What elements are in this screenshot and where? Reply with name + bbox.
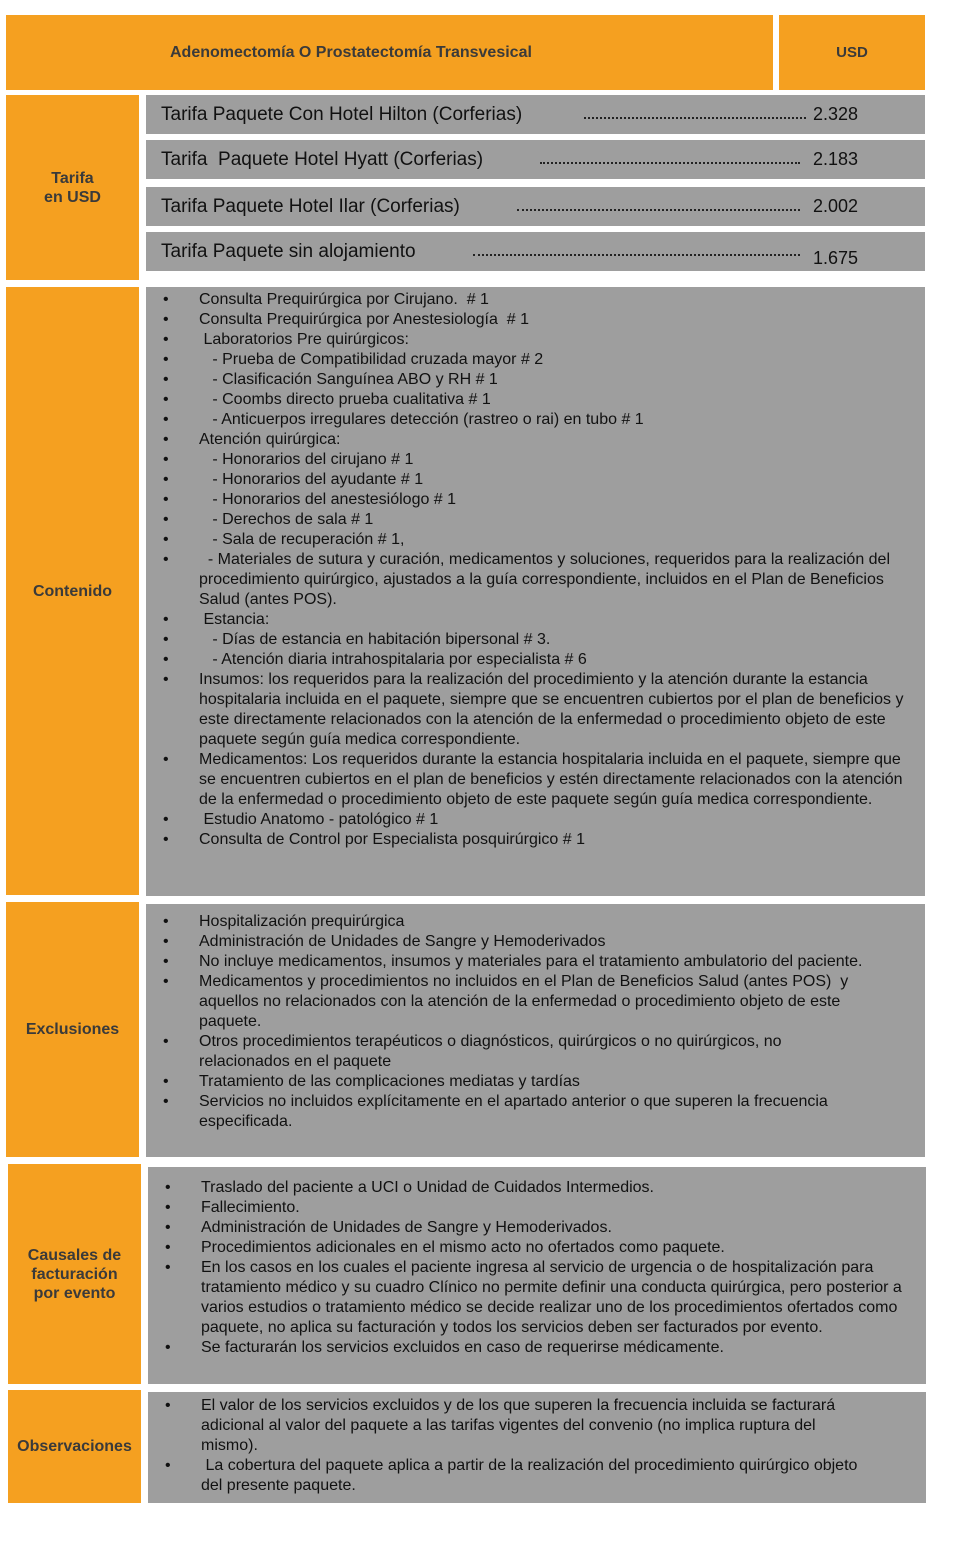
contenido-label: Contenido <box>32 582 113 600</box>
contenido-list <box>146 290 921 850</box>
list-item: • Medicamentos: Los requeridos durante la estancia hospitalaria incluida en el paquete, siempre que se encuentren cubiertos en el plan de beneficios y estén directamente relacionados con la atención de la enfermedad o procedimiento objeto de este paquete según guía medica correspondiente. <box>146 750 921 810</box>
tarifa-row-price: 2.328 <box>813 104 859 124</box>
dotted-leader <box>540 162 800 164</box>
list-item: • Atención quirúrgica: <box>146 430 921 450</box>
list-item: • - Coombs directo prueba cualitativa # 1 <box>146 390 921 410</box>
list-item: • Traslado del paciente a UCI o Unidad de Cuidados Intermedios. <box>148 1178 913 1198</box>
list-item: • Otros procedimientos terapéuticos o diagnósticos, quirúrgicos o no quirúrgicos, no relacionados en el paquete <box>146 1032 866 1072</box>
contenido-label-cell <box>6 287 139 895</box>
list-item: • El valor de los servicios excluidos y de los que superen la frecuencia incluida se facturará adicional al valor del paquete a las tarifas vigentes del convenio (no implica ruptura del mismo). <box>148 1396 873 1456</box>
list-item: • - Días de estancia en habitación bipersonal # 3. <box>146 630 921 650</box>
list-item: • - Prueba de Compatibilidad cruzada mayor # 2 <box>146 350 921 370</box>
list-item: • Laboratorios Pre quirúrgicos: <box>146 330 921 350</box>
exclusiones-label: Exclusiones <box>25 1021 120 1038</box>
list-item: • - Derechos de sala # 1 <box>146 510 921 530</box>
list-item: • - Honorarios del cirujano # 1 <box>146 450 921 470</box>
list-item: • Hospitalización prequirúrgica <box>146 912 866 932</box>
contenido-panel <box>146 287 925 896</box>
list-item: • Administración de Unidades de Sangre y Hemoderivados. <box>148 1218 913 1238</box>
tarifa-row-price: 1.675 <box>813 248 859 268</box>
list-item: • Administración de Unidades de Sangre y Hemoderivados <box>146 932 866 952</box>
list-item: • - Honorarios del anestesiólogo # 1 <box>146 490 921 510</box>
procedure-title: Adenomectomía O Prostatectomía Transvesical <box>170 43 532 61</box>
tarifa-row <box>146 95 925 134</box>
list-item: • Consulta de Control por Especialista posquirúrgico # 1 <box>146 830 921 850</box>
tarifa-row <box>146 140 925 179</box>
observaciones-list <box>148 1396 873 1496</box>
list-item: • Consulta Prequirúrgica por Anestesiología # 1 <box>146 310 921 330</box>
tarifa-row-label: Tarifa Paquete Hotel Hyatt (Corferias) <box>161 149 484 170</box>
exclusiones-label-cell <box>6 902 139 1157</box>
list-item: • No incluye medicamentos, insumos y materiales para el tratamiento ambulatorio del paciente. <box>146 952 866 972</box>
list-item: • Medicamentos y procedimientos no incluidos en el Plan de Beneficios Salud (antes POS) y aquellos no relacionados con la atención de la enfermedad o procedimiento objeto de este paquete. <box>146 972 866 1032</box>
list-item: • Consulta Prequirúrgica por Cirujano. # 1 <box>146 290 921 310</box>
procedure-title-cell <box>6 15 773 90</box>
causales-panel <box>148 1167 926 1384</box>
causales-label: Causales de facturación por evento <box>27 1246 122 1302</box>
list-item: • La cobertura del paquete aplica a partir de la realización del procedimiento quirúrgico objeto del presente paquete. <box>148 1456 873 1496</box>
tarifa-row <box>146 232 925 271</box>
list-item: • Estudio Anatomo - patológico # 1 <box>146 810 921 830</box>
observaciones-label: Observaciones <box>17 1438 132 1455</box>
tarifa-row <box>146 187 925 226</box>
causales-list <box>148 1178 913 1358</box>
list-item: • Procedimientos adicionales en el mismo acto no ofertados como paquete. <box>148 1238 913 1258</box>
observaciones-label-cell <box>8 1390 141 1503</box>
list-item: • Estancia: <box>146 610 921 630</box>
list-item: • Servicios no incluidos explícitamente en el apartado anterior o que superen la frecuencia especificada. <box>146 1092 866 1132</box>
list-item: • En los casos en los cuales el paciente ingresa al servicio de urgencia o de hospitalización para tratamiento médico y su cuadro Clínico no permite definir una conducta quirúrgica, pero posterior a varios estudios o tratamiento médico se decide realizar uno de los procedimientos ofertados como paquete, no aplica su facturación y todos los servicios deben ser facturados por evento. <box>148 1258 913 1338</box>
list-item: • - Anticuerpos irregulares detección (rastreo o rai) en tubo # 1 <box>146 410 921 430</box>
observaciones-panel <box>148 1392 926 1503</box>
tarifa-row-label: Tarifa Paquete sin alojamiento <box>161 241 416 262</box>
tarifa-label-cell <box>6 95 139 280</box>
list-item: • Insumos: los requeridos para la realización del procedimiento y la atención durante la estancia hospitalaria incluida en el paquete, siempre que se encuentren cubiertos por el plan de beneficios y este directamente relacionados con la atención de la enfermedad o procedimiento objeto de este paquete según guía medica correspondiente. <box>146 670 921 750</box>
exclusiones-panel <box>146 904 925 1157</box>
tarifa-row-price: 2.183 <box>813 149 859 169</box>
causales-label-cell <box>8 1164 141 1384</box>
dotted-leader <box>584 117 806 119</box>
tarifa-row-label: Tarifa Paquete Con Hotel Hilton (Corferias) <box>161 104 523 125</box>
list-item: • - Atención diaria intrahospitalaria por especialista # 6 <box>146 650 921 670</box>
tarifa-row-price: 2.002 <box>813 196 859 216</box>
list-item: • - Honorarios del ayudante # 1 <box>146 470 921 490</box>
currency-header: USD <box>836 44 868 61</box>
list-item: • Fallecimiento. <box>148 1198 913 1218</box>
tarifa-label: Tarifa en USD <box>44 169 101 206</box>
dotted-leader <box>517 209 800 211</box>
dotted-leader <box>473 254 800 256</box>
currency-header-cell <box>779 15 925 90</box>
list-item: • - Sala de recuperación # 1, <box>146 530 921 550</box>
tarifa-row-label: Tarifa Paquete Hotel Ilar (Corferias) <box>161 196 460 217</box>
list-item: • Se facturarán los servicios excluidos en caso de requerirse médicamente. <box>148 1338 913 1358</box>
list-item: • - Clasificación Sanguínea ABO y RH # 1 <box>146 370 921 390</box>
list-item: • - Materiales de sutura y curación, medicamentos y soluciones, requeridos para la realización del procedimiento quirúrgico, ajustados a la guía correspondiente, incluidos en el Plan de Beneficios Salud (antes POS). <box>146 550 921 610</box>
list-item: • Tratamiento de las complicaciones mediatas y tardías <box>146 1072 866 1092</box>
exclusiones-list <box>146 912 866 1132</box>
